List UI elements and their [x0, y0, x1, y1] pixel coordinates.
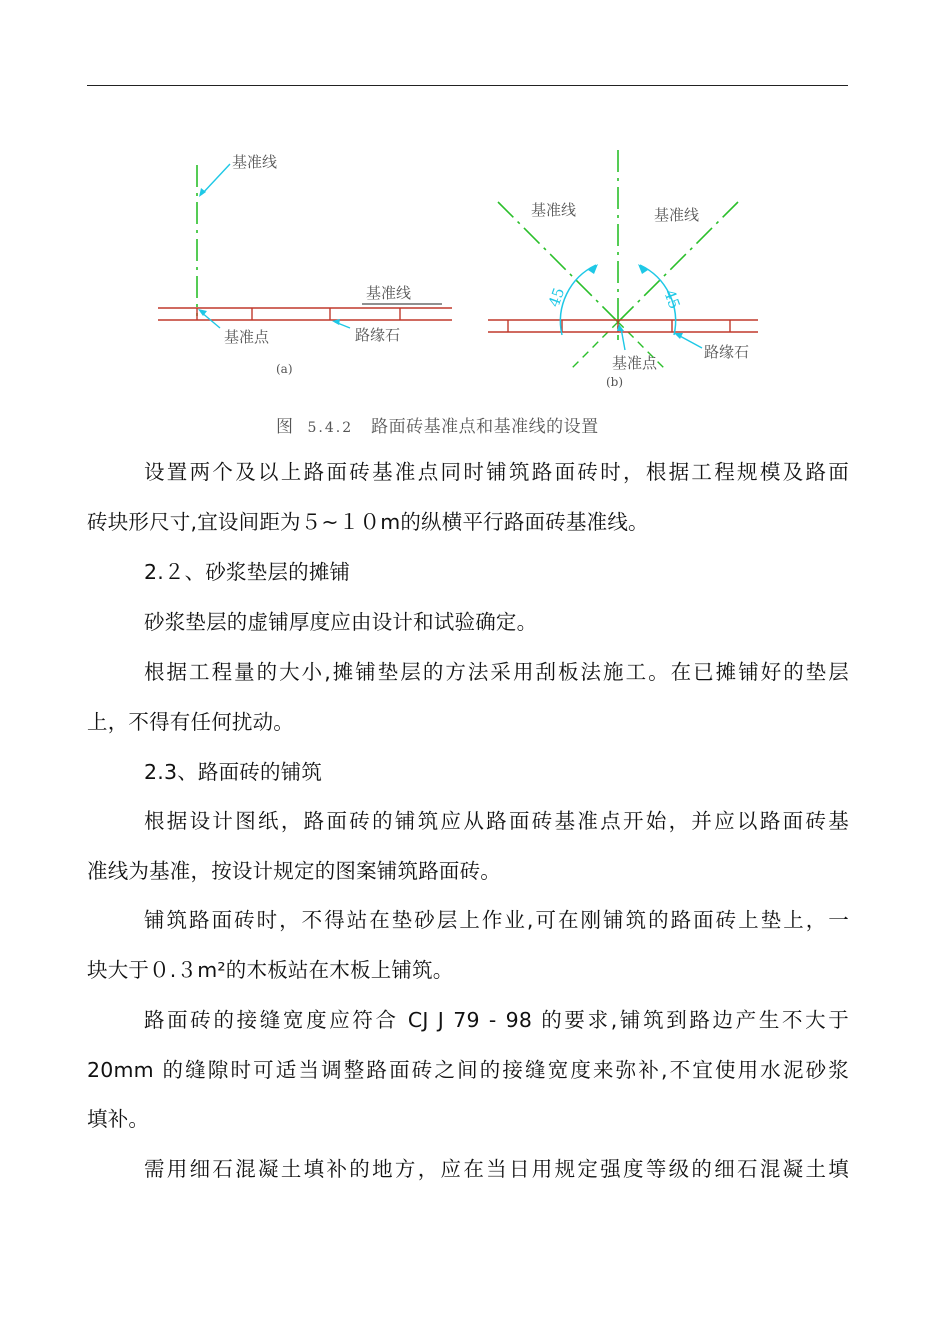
- a-label-baseline-right: 基准线: [366, 284, 412, 302]
- paragraph-line: 砖块形尺寸,宜设间距为５~１０m的纵横平行路面砖基准线。: [87, 509, 649, 534]
- paragraph-line: 路面砖的接缝宽度应符合 CJ J 79 - 98 的要求,铺筑到路边产生不大于: [144, 1008, 849, 1032]
- paragraph-line: 砂浆垫层的虚铺厚度应由设计和试验确定。: [144, 610, 538, 634]
- paragraph-line: 准线为基准，按设计规定的图案铺筑路面砖。: [87, 858, 501, 883]
- b-sub-label: (b): [606, 375, 624, 389]
- b-label-basepoint: 基准点: [612, 354, 658, 372]
- b-arrow-curb: [674, 333, 683, 339]
- a-arrow-top: [199, 188, 206, 197]
- a-arrow-point: [198, 309, 207, 316]
- paragraph-line: 填补。: [87, 1107, 150, 1131]
- a-label-curb: 路缘石: [355, 326, 401, 344]
- paragraph-line: 设置两个及以上路面砖基准点同时铺筑路面砖时，根据工程规模及路面: [144, 460, 849, 484]
- heading-text: 2.２、砂浆垫层的摊铺: [144, 560, 351, 584]
- a-label-basepoint: 基准点: [224, 328, 270, 346]
- header-rule: [87, 85, 848, 86]
- section-heading-2-2: [87, 548, 849, 598]
- b-angle-left: 45: [544, 285, 569, 310]
- paragraph-line: 需用细石混凝土填补的地方，应在当日用规定强度等级的细石混凝土填: [144, 1157, 849, 1181]
- paragraph-4: [87, 797, 849, 896]
- b-angle-right: 45: [660, 287, 684, 312]
- caption-text: 路面砖基准点和基准线的设置: [371, 417, 599, 437]
- paragraph-5: [87, 896, 849, 995]
- b-left-lower-diagonal: [570, 322, 618, 370]
- paragraph-2: [87, 598, 849, 648]
- b-leader-curb: [678, 335, 702, 348]
- section-heading-2-3: [87, 748, 849, 798]
- caption-number: 5.4.2: [307, 420, 354, 436]
- caption-prefix: 图: [276, 417, 294, 437]
- diagram-svg: [150, 140, 780, 400]
- figure-caption: [276, 412, 599, 437]
- diagram-b: [488, 150, 758, 389]
- paragraph-line: 铺筑路面砖时，不得站在垫砂层上作业,可在刚铺筑的路面砖上垫上，一: [144, 908, 849, 932]
- paragraph-line: 根据工程量的大小,摊铺垫层的方法采用刮板法施工。在已摊铺好的垫层: [144, 660, 849, 684]
- heading-text: 2.3、路面砖的铺筑: [144, 760, 323, 784]
- paragraph-1: [87, 448, 849, 547]
- a-leader-top: [202, 164, 230, 194]
- a-sub-label: (a): [276, 362, 293, 376]
- b-leader-point: [621, 328, 625, 350]
- b-label-baseline-left: 基准线: [531, 201, 577, 219]
- figure-basepoint-diagram: [150, 140, 780, 400]
- paragraph-line: 根据设计图纸，路面砖的铺筑应从路面砖基准点开始，并应以路面砖基: [144, 809, 849, 833]
- paragraph-line: 20mm 的缝隙时可适当调整路面砖之间的接缝宽度来弥补,不宜使用水泥砂浆: [87, 1057, 849, 1082]
- b-label-baseline-right: 基准线: [654, 206, 700, 224]
- b-angle-arc-left: [560, 265, 596, 335]
- paragraph-7: [87, 1145, 849, 1195]
- paragraph-line: 上，不得有任何扰动。: [87, 709, 294, 734]
- a-label-baseline-top: 基准线: [232, 153, 278, 171]
- paragraph-line: 块大于０.３m²的木板站在木板上铺筑。: [87, 957, 454, 982]
- diagram-a: [158, 153, 452, 376]
- paragraph-6: [87, 996, 849, 1145]
- paragraph-3: [87, 648, 849, 747]
- b-label-curb: 路缘石: [704, 343, 750, 361]
